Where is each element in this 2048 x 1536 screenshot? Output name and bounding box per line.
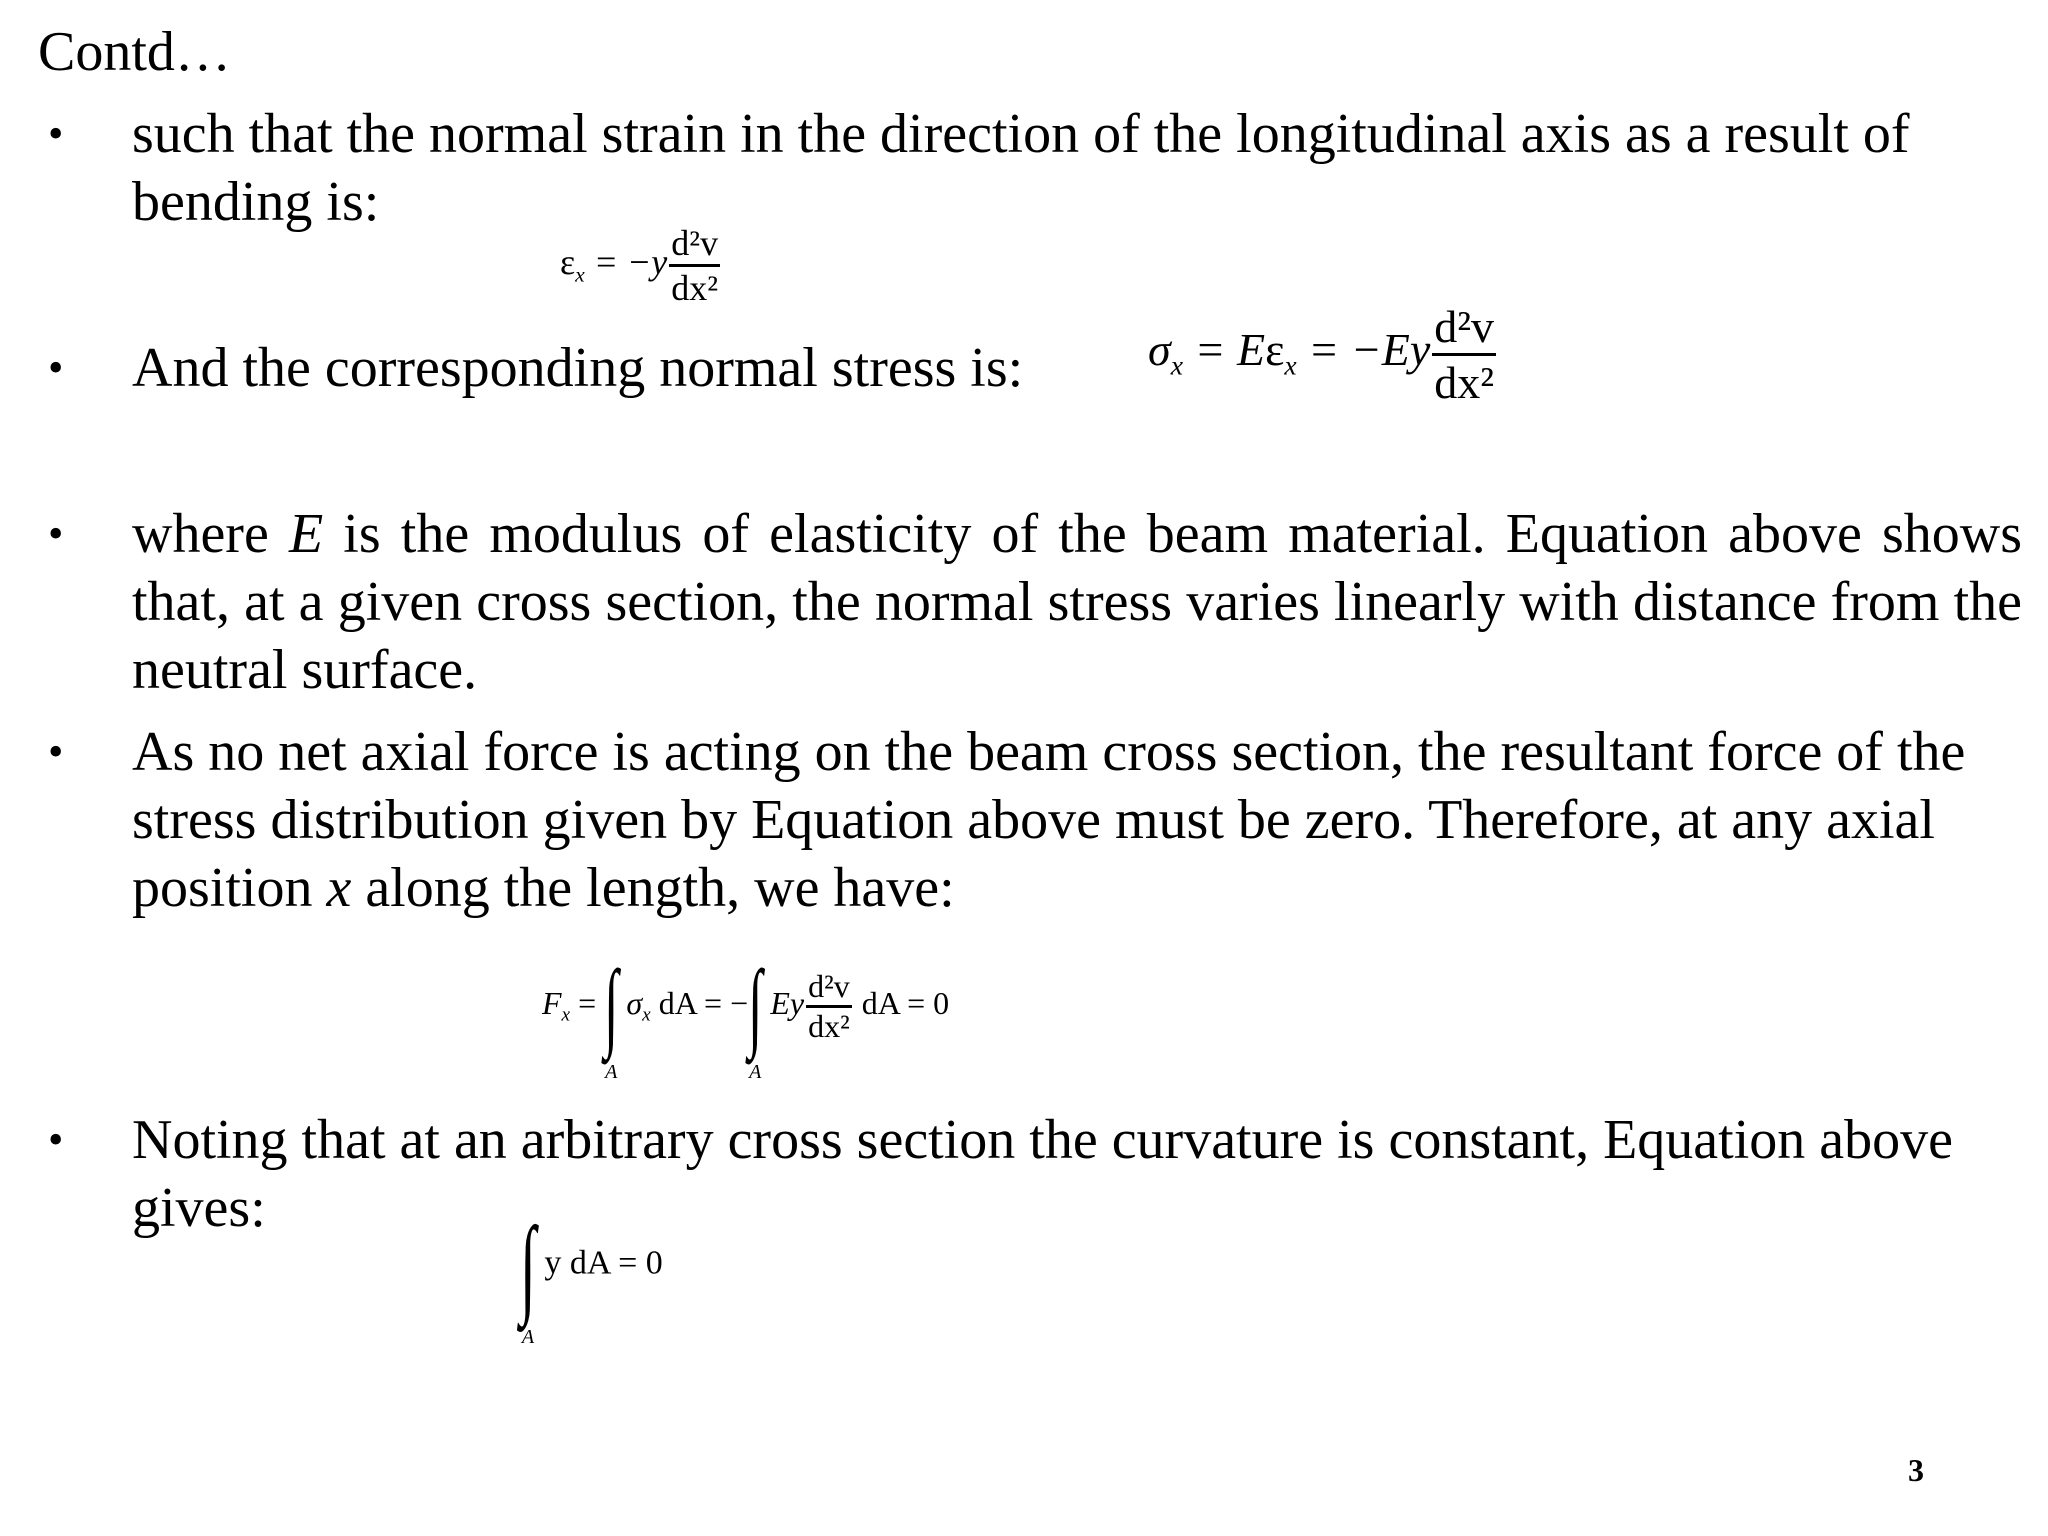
- bullet-stress-intro: [48, 334, 1132, 402]
- bullet-strain-intro: [48, 100, 2022, 236]
- bullet-axial-force: • As no net axial force is acting on the beam cross section, the resultant force of the stress distribution given by Equation above must be zero. Therefore, at any axial position x along the length, we have:: [132, 718, 2022, 922]
- integral-sign: ∫ A: [520, 1203, 536, 1348]
- integral-sign: ∫ A: [748, 952, 763, 1083]
- bullet-modulus-explanation: • where E is the modulus of elasticity of the beam material. Equation above shows that, at a given cross section, the normal stress varies linearly with distance from the neutral surface.: [132, 500, 2022, 704]
- bullet-marker: •: [48, 509, 64, 558]
- integral-sign: ∫ A: [604, 952, 619, 1083]
- bullet-text: Noting that at an arbitrary cross section the curvature is constant, Equation above gives:: [132, 1109, 1953, 1239]
- fraction: $\frac{\text{d²v}}{\text{dx²}}$: [1434, 301, 1495, 408]
- equation-axial-force: $F_x$ = ∫ A $\sigma_x$ dA = −∫ A Ey $\frac{\text{d²v}}{\text{dx²}}$ dA = 0: [542, 952, 950, 1083]
- page-number: 3: [1908, 1452, 1924, 1488]
- bullet-marker: •: [48, 727, 64, 776]
- slide-title: Contd…: [38, 21, 231, 83]
- equation-strain: $\varepsilon_x = -y$ $\frac{\text{d²v}}{\text{dx²}}$: [560, 223, 719, 308]
- bullet-text: And the corresponding normal stress is:: [132, 337, 1024, 399]
- bullet-text: such that the normal strain in the direction of the longitudinal axis as a result of bending is:: [132, 103, 1910, 233]
- fraction: $\frac{\text{d²v}}{\text{dx²}}$: [808, 968, 850, 1044]
- equation-first-moment: ∫ A y dA = 0: [520, 1203, 663, 1348]
- bullet-curvature: [48, 1106, 2022, 1242]
- bullet-marker: •: [48, 343, 64, 392]
- variable-x: x: [326, 857, 352, 919]
- variable-E: E: [288, 503, 324, 565]
- equation-stress: $\sigma_x = E\varepsilon_x = -Ey$ $\frac{\text{d²v}}{\text{dx²}}$: [1148, 301, 1495, 408]
- bullet-marker: •: [48, 1115, 64, 1164]
- bullet-marker: •: [48, 109, 64, 158]
- fraction: $\frac{\text{d²v}}{\text{dx²}}$: [671, 223, 719, 308]
